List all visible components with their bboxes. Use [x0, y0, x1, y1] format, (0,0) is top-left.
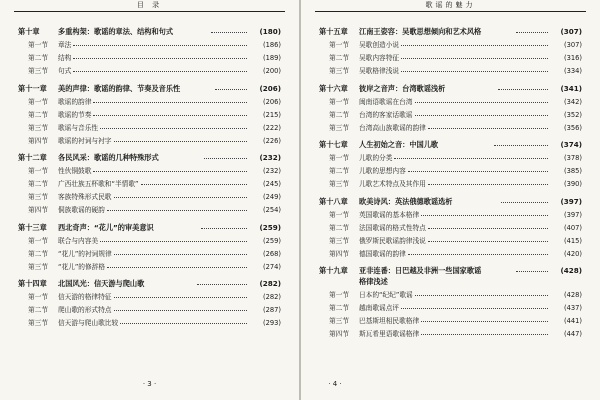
leader-dots	[114, 140, 248, 142]
leader-dots	[100, 240, 247, 242]
section-label: 第一节	[28, 236, 49, 245]
section-page: (437)	[564, 304, 582, 312]
leader-dots	[201, 227, 247, 229]
leader-dots	[211, 31, 247, 33]
page-number: · 3 ·	[142, 380, 157, 388]
section-title: 联合与内容美	[58, 236, 99, 245]
chapter-block	[18, 153, 281, 215]
chapter-heading	[18, 279, 281, 289]
leader-dots	[501, 201, 548, 203]
section-title: 俄罗斯民歌谣韵律浅说	[359, 236, 426, 245]
chapter-block	[18, 279, 281, 328]
toc-entry	[18, 249, 281, 259]
toc-entry	[18, 97, 281, 107]
running-head: 目 录	[14, 0, 285, 12]
toc-entry	[319, 303, 582, 313]
chapter-block	[319, 266, 582, 339]
section-page: (385)	[564, 167, 582, 175]
section-label: 第一节	[329, 210, 350, 219]
leader-dots	[401, 307, 548, 309]
section-label: 第一节	[28, 167, 49, 175]
section-title: 歌谣与音乐性	[58, 123, 99, 132]
section-page: (420)	[564, 249, 582, 258]
section-label: 第三节	[329, 236, 350, 245]
section-page: (352)	[564, 110, 582, 119]
chapter-title-continued: 格律浅述	[359, 277, 388, 286]
chapter-title: 多重构架：歌谣的章法、结构和句式	[58, 27, 174, 36]
toc-entry	[319, 223, 582, 233]
chapter-page: (259)	[259, 222, 282, 232]
chapter-block	[319, 27, 582, 76]
leader-dots	[93, 114, 247, 116]
section-label: 第一节	[329, 291, 350, 299]
section-title: 歌谣的韵律	[58, 97, 92, 106]
section-page: (268)	[263, 249, 281, 258]
section-label: 第四节	[28, 206, 49, 214]
section-title: 巴基斯坦相民歌格律	[359, 317, 420, 325]
toc-entry	[319, 316, 582, 326]
section-title: 法国歌谣的格式性特点	[359, 223, 426, 232]
section-label: 第二节	[28, 249, 49, 258]
chapter-label: 第十三章	[18, 222, 47, 232]
section-label: 第三节	[329, 317, 350, 325]
section-label: 第一节	[329, 154, 350, 162]
toc-entry	[319, 210, 582, 220]
section-page: (415)	[564, 236, 582, 245]
section-label: 第二节	[329, 167, 350, 175]
toc-entry	[18, 205, 281, 215]
chapter-heading	[18, 223, 281, 233]
section-page: (189)	[263, 54, 281, 62]
leader-dots	[107, 209, 247, 211]
chapter-title: 江南王姿容：吴歌思想倾向和艺术风格	[359, 27, 482, 36]
leader-dots	[93, 170, 247, 172]
section-title: 章法	[58, 41, 72, 49]
leader-dots	[114, 253, 247, 255]
toc-entry	[18, 305, 281, 315]
section-label: 第一节	[329, 97, 350, 106]
section-page: (428)	[564, 291, 582, 299]
chapter-title: 西北奇声：“花儿”的审美意识	[58, 222, 154, 232]
section-title: 吴歌内容特征	[359, 54, 400, 62]
leader-dots	[408, 170, 548, 172]
toc-entry	[18, 136, 281, 146]
toc-entry	[18, 192, 281, 202]
chapter-heading	[319, 140, 582, 150]
chapter-page: (428)	[560, 266, 583, 275]
leader-dots	[394, 157, 548, 159]
leader-dots	[141, 183, 248, 185]
chapter-label: 第十章	[18, 27, 40, 36]
toc-entry	[319, 329, 582, 339]
section-page: (282)	[263, 293, 281, 301]
page-number: · 4 ·	[328, 380, 342, 388]
section-label: 第一节	[28, 41, 49, 49]
section-page: (441)	[564, 317, 582, 325]
section-title: 闽南语歌谣在台湾	[359, 97, 413, 106]
toc-entry	[18, 318, 281, 328]
section-title: “花儿”的衬词规律	[58, 249, 112, 258]
section-page: (215)	[263, 110, 281, 119]
toc-entry	[18, 40, 281, 50]
toc-entry	[319, 153, 582, 163]
section-title: 英国歌谣的基本格律	[359, 210, 420, 219]
chapter-heading	[18, 153, 281, 163]
leader-dots	[73, 44, 247, 46]
section-page: (293)	[263, 319, 281, 327]
section-label: 第二节	[28, 110, 49, 119]
chapter-page: (307)	[560, 27, 583, 36]
toc-entry	[18, 179, 281, 189]
section-title: 儿歌的分类	[359, 154, 393, 162]
leader-dots	[494, 144, 548, 146]
section-label: 第一节	[28, 97, 49, 106]
leader-dots	[73, 70, 247, 72]
section-label: 第三节	[28, 193, 49, 201]
chapter-block	[18, 223, 281, 272]
leader-dots	[100, 127, 247, 129]
chapter-label: 第十八章	[319, 196, 348, 206]
section-title: 吴歌创造小说	[359, 41, 400, 49]
section-page: (222)	[263, 123, 281, 132]
section-label: 第三节	[28, 262, 49, 271]
section-page: (254)	[263, 206, 281, 214]
leader-dots	[516, 270, 548, 272]
section-title: 信天游与爬山歌比较	[58, 319, 119, 327]
left-page	[0, 0, 299, 400]
section-title: 吴歌格律浅说	[359, 67, 400, 75]
leader-dots	[401, 70, 548, 72]
toc-entry	[319, 40, 582, 50]
section-label: 第二节	[28, 54, 49, 62]
leader-dots	[215, 88, 247, 90]
section-label: 第二节	[329, 223, 350, 232]
leader-dots	[516, 31, 548, 33]
section-page: (186)	[263, 41, 281, 49]
section-label: 第二节	[329, 110, 350, 119]
section-title: 斯瓦希里语歌谣格律	[359, 330, 420, 338]
chapter-block	[319, 197, 582, 259]
toc-entry	[18, 236, 281, 246]
leader-dots	[408, 253, 548, 255]
chapter-label: 第十四章	[18, 279, 47, 288]
section-title: 越南歌谣点评	[359, 304, 400, 312]
chapter-label: 第十一章	[18, 83, 47, 93]
section-label: 第二节	[28, 180, 49, 188]
chapter-heading	[319, 197, 582, 207]
leader-dots	[415, 294, 548, 296]
leader-dots	[73, 57, 247, 59]
chapter-label: 第十七章	[319, 140, 348, 149]
toc-entry	[18, 53, 281, 63]
toc-entry	[319, 236, 582, 246]
section-page: (378)	[564, 154, 582, 162]
chapter-page: (397)	[560, 196, 583, 206]
section-label: 第一节	[329, 41, 350, 49]
section-page: (390)	[564, 180, 582, 188]
section-label: 第三节	[28, 67, 49, 75]
section-label: 第三节	[329, 123, 350, 132]
chapter-label: 第十六章	[319, 83, 348, 93]
chapter-page: (232)	[259, 153, 282, 162]
chapter-heading	[18, 84, 281, 94]
section-page: (316)	[564, 54, 582, 62]
chapter-title: 彼岸之音声：台湾歌谣浅析	[359, 83, 446, 93]
section-page: (407)	[564, 223, 582, 232]
section-label: 第二节	[329, 304, 350, 312]
leader-dots	[120, 322, 247, 324]
section-page: (245)	[263, 180, 281, 188]
toc-entry	[319, 97, 582, 107]
toc-entry	[18, 66, 281, 76]
toc-entry	[319, 123, 582, 133]
chapter-page: (206)	[259, 83, 282, 93]
chapter-block	[319, 84, 582, 133]
section-title: 侗族歌谣的硬韵	[58, 206, 105, 214]
leader-dots	[498, 88, 548, 90]
chapter-block	[319, 140, 582, 189]
leader-dots	[415, 101, 549, 103]
section-label: 第三节	[329, 67, 350, 75]
chapter-page: (180)	[259, 27, 282, 36]
chapter-title: 美的声律：歌谣的韵律、节奏及音乐性	[58, 83, 181, 93]
section-label: 第三节	[329, 180, 350, 188]
leader-dots	[401, 57, 548, 59]
running-head: 歌谣的魅力	[315, 0, 586, 12]
section-title: 儿歌的思想内容	[359, 167, 406, 175]
leader-dots	[114, 296, 248, 298]
leader-dots	[415, 114, 549, 116]
toc-list	[319, 27, 582, 347]
chapter-title: 北国风光：信天游与爬山歌	[58, 279, 145, 288]
toc-entry	[18, 292, 281, 302]
chapter-heading	[319, 266, 582, 276]
chapter-label: 第十五章	[319, 27, 348, 36]
toc-entry	[319, 53, 582, 63]
chapter-label: 第十二章	[18, 153, 47, 162]
section-page: (232)	[263, 167, 281, 175]
section-title: 台湾的客家话歌谣	[359, 110, 413, 119]
section-title: 性伙铜鼓歌	[58, 167, 92, 175]
chapter-label: 第十九章	[319, 266, 348, 275]
section-title: 客族特殊形式民歌	[58, 193, 112, 201]
section-page: (287)	[263, 306, 281, 314]
leader-dots	[93, 101, 247, 103]
toc-entry	[319, 110, 582, 120]
chapter-page: (374)	[560, 140, 583, 149]
toc-entry	[18, 166, 281, 176]
leader-dots	[197, 283, 247, 285]
section-label: 第一节	[28, 293, 49, 301]
section-title: 广西壮族五杯歌和“半情歌”	[58, 180, 139, 188]
leader-dots	[428, 127, 548, 129]
leader-dots	[428, 240, 548, 242]
chapter-heading	[18, 27, 281, 37]
toc-entry	[319, 166, 582, 176]
leader-dots	[428, 227, 548, 229]
toc-entry	[319, 179, 582, 189]
section-page: (249)	[263, 193, 281, 201]
leader-dots	[204, 157, 247, 159]
chapter-title: 人生初始之音：中国儿歌	[359, 140, 439, 149]
toc-list	[18, 27, 281, 336]
toc-entry	[18, 123, 281, 133]
chapter-block	[18, 84, 281, 146]
section-title: 歌谣的节奏	[58, 110, 92, 119]
section-title: 德国歌谣的韵律	[359, 249, 406, 258]
section-label: 第四节	[329, 330, 350, 338]
section-page: (206)	[263, 97, 281, 106]
toc-entry	[18, 110, 281, 120]
section-title: 日本的“纪纪”歌谣	[359, 291, 413, 299]
leader-dots	[401, 44, 548, 46]
chapter-block	[18, 27, 281, 76]
section-page: (334)	[564, 67, 582, 75]
section-page: (342)	[564, 97, 582, 106]
chapter-heading	[319, 84, 582, 94]
section-label: 第二节	[28, 306, 49, 314]
leader-dots	[107, 266, 247, 268]
section-label: 第三节	[28, 123, 49, 132]
section-page: (307)	[564, 41, 582, 49]
toc-entry	[319, 249, 582, 259]
chapter-title: 亚非连番：日巴越及非洲一些国家歌谣	[359, 266, 482, 275]
section-page: (274)	[263, 262, 281, 271]
section-title: 信天游的格律特征	[58, 293, 112, 301]
leader-dots	[421, 333, 548, 335]
leader-dots	[428, 183, 548, 185]
section-label: 第四节	[28, 136, 49, 145]
right-page	[301, 0, 600, 400]
leader-dots	[114, 309, 248, 311]
toc-entry	[319, 290, 582, 300]
section-page: (259)	[263, 236, 281, 245]
section-label: 第二节	[329, 54, 350, 62]
section-page: (447)	[564, 330, 582, 338]
section-page: (226)	[263, 136, 281, 145]
section-title: 爬山歌的形式特点	[58, 306, 112, 314]
section-label: 第三节	[28, 319, 49, 327]
chapter-heading	[319, 27, 582, 37]
chapter-page: (282)	[259, 279, 282, 288]
section-title: 台湾高山族歌谣的韵律	[359, 123, 426, 132]
chapter-page: (341)	[560, 83, 583, 93]
leader-dots	[421, 320, 548, 322]
chapter-title: 欧美诗风：英法俄德歌谣选析	[359, 196, 453, 206]
section-title: “花儿”的修辞格	[58, 262, 106, 271]
toc-entry	[319, 66, 582, 76]
section-page: (200)	[263, 67, 281, 75]
section-label: 第四节	[329, 249, 350, 258]
section-page: (356)	[564, 123, 582, 132]
section-title: 歌谣的衬词与衬字	[58, 136, 112, 145]
section-page: (397)	[564, 210, 582, 219]
section-title: 句式	[58, 67, 72, 75]
leader-dots	[421, 214, 548, 216]
section-title: 结构	[58, 54, 72, 62]
toc-entry	[18, 262, 281, 272]
leader-dots	[114, 196, 248, 198]
chapter-title: 各民风采：歌谣的几种特殊形式	[58, 153, 159, 162]
section-title: 儿歌艺术特点及其作用	[359, 180, 426, 188]
